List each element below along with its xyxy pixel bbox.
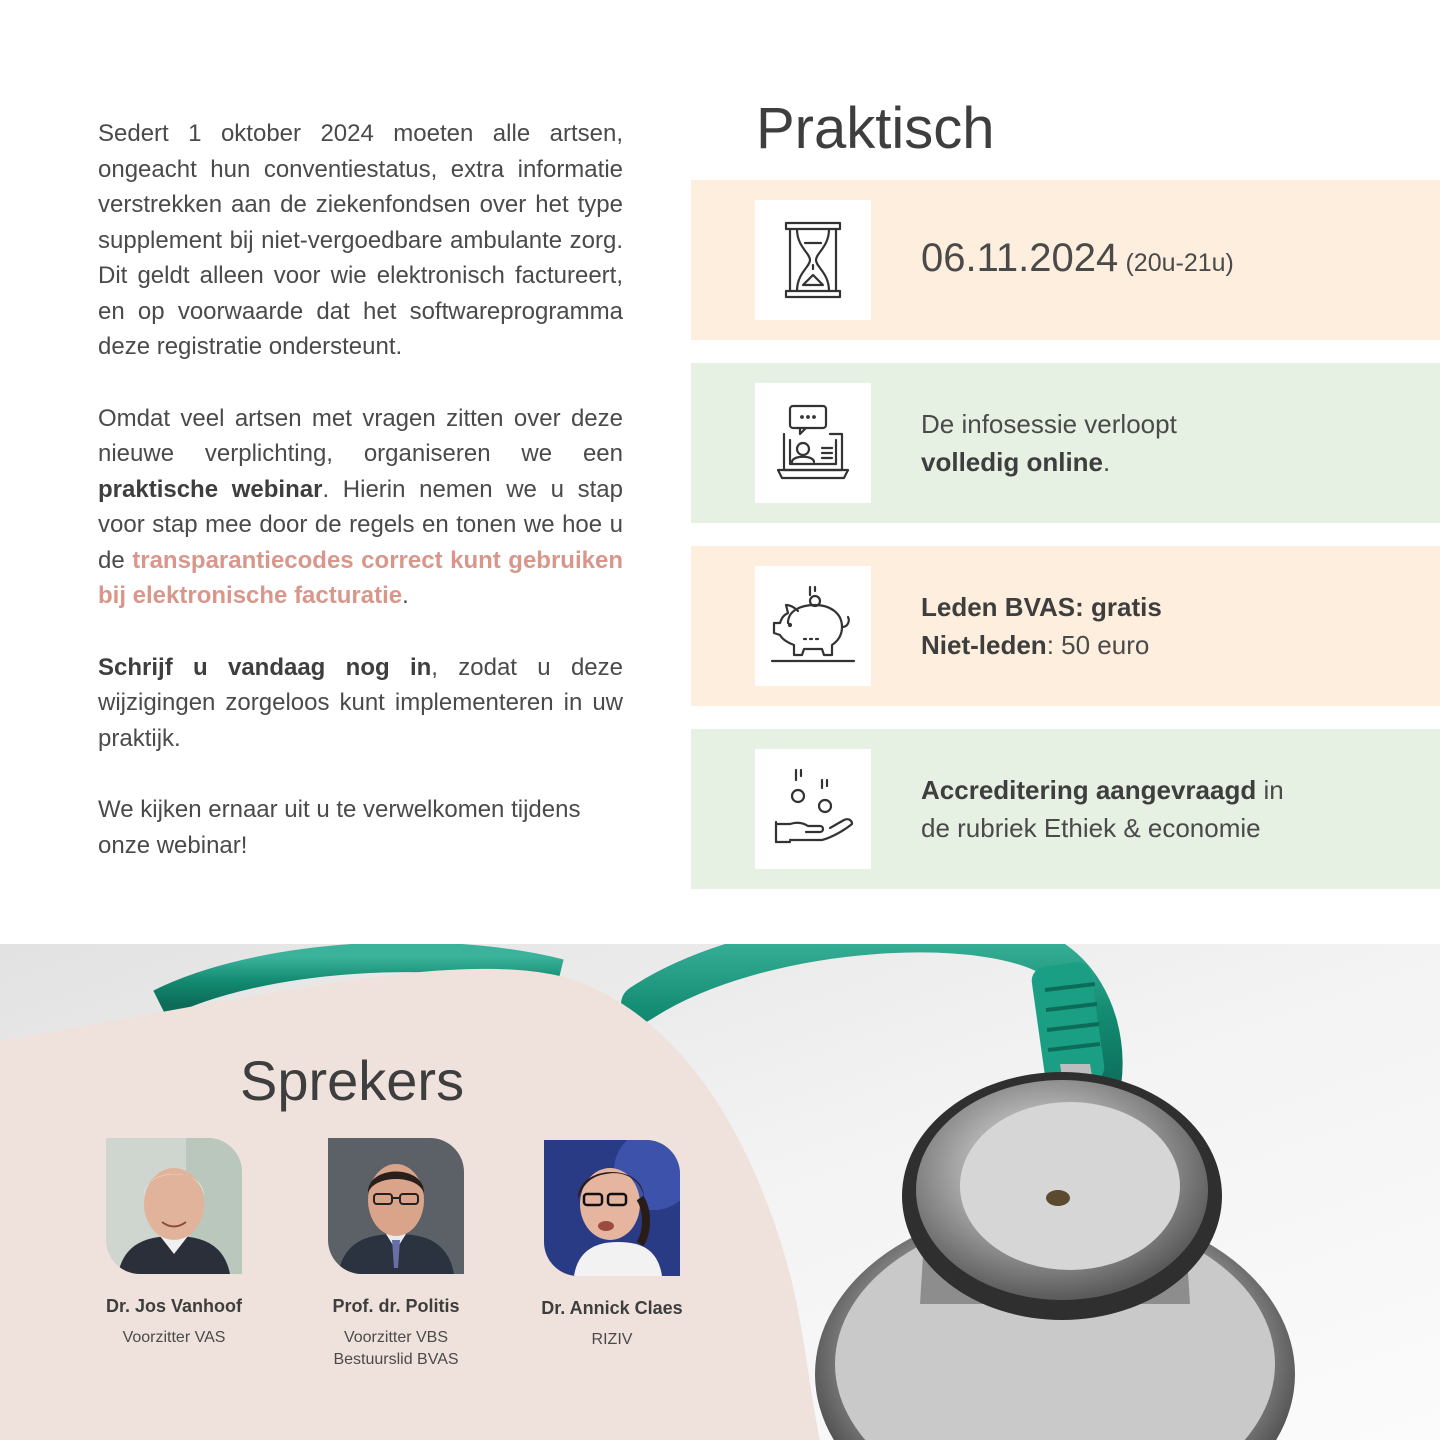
piggy-bank-icon (755, 566, 871, 686)
laptop-profile-icon (755, 383, 871, 503)
accreditation-line-2: de rubriek Ethiek & economie (921, 813, 1261, 843)
hand-coins-icon (755, 749, 871, 869)
speaker-card-3 (502, 1140, 722, 1351)
nonmembers-label: Niet-leden (921, 630, 1047, 660)
online-line-2 (921, 443, 1177, 481)
speaker-photo-1 (106, 1138, 242, 1274)
price-nonmembers (921, 626, 1162, 664)
online-text (921, 363, 1177, 523)
intro-paragraph-4: We kijken ernaar uit u te verwelkomen tijdens onze webinar! (98, 796, 581, 859)
online-line-1: De infosessie verloopt (921, 409, 1177, 439)
speaker-name-3: Dr. Annick Claes (541, 1298, 683, 1318)
speaker-card-2 (286, 1138, 506, 1371)
speaker-role-3: RIZIV (591, 1331, 633, 1348)
intro-p3-a: Schrijf u vandaag nog in (98, 653, 432, 681)
speaker-role-2b: Bestuurslid BVAS (333, 1351, 459, 1368)
intro-text (98, 116, 623, 899)
speaker-card-1 (64, 1138, 284, 1349)
speaker-role-2a: Voorzitter VBS (343, 1329, 449, 1346)
accreditation-in: in (1256, 775, 1284, 805)
info-row-online (691, 363, 1440, 523)
speaker-photo-2 (328, 1138, 464, 1274)
accreditation-text (921, 729, 1284, 889)
intro-paragraph-3 (98, 650, 623, 757)
intro-paragraph-1: Sedert 1 oktober 2024 moeten alle artsen, ongeacht hun conventiestatus, extra informatie verstrekken aan de ziekenfondsen over het type supplement bij niet-vergoedbare ambulante zorg. Dit geldt alleen voor wie elektronisch factureert, en op voorwaarde dat het softwareprogramma deze registratie ondersteunt. (98, 120, 623, 360)
info-row-price (691, 546, 1440, 706)
info-row-date (691, 180, 1440, 340)
speaker-avatar-1 (106, 1138, 242, 1274)
accreditation-bold: Accreditering aangevraagd (921, 775, 1257, 805)
members-price: Leden BVAS: gratis (921, 592, 1162, 622)
online-bold: volledig online (921, 447, 1104, 477)
intro-p3-b: , zodat u deze wijzigingen zorgeloos kunt implementeren in uw praktijk. (98, 653, 623, 752)
event-time: (20u-21u) (1125, 248, 1234, 277)
intro-paragraph-2 (98, 401, 623, 614)
date-text (921, 180, 1234, 340)
price-members (921, 588, 1162, 626)
intro-p2-a: Omdat veel artsen met vragen zitten over deze nieuwe verplichting, organiseren we een (98, 404, 623, 467)
intro-p2-e: . (402, 582, 409, 609)
intro-p2-b: praktische webinar (98, 475, 323, 503)
speaker-name-1: Dr. Jos Vanhoof (105, 1296, 243, 1316)
hourglass-icon (755, 200, 871, 320)
price-text (921, 546, 1162, 706)
speaker-name-2: Prof. dr. Politis (332, 1296, 460, 1316)
event-date: 06.11.2024 (921, 235, 1119, 280)
speaker-avatar-2 (328, 1138, 464, 1274)
nonmembers-price: : 50 euro (1046, 630, 1150, 660)
practical-title: Praktisch (756, 96, 995, 161)
intro-p2-highlight: transparantiecodes correct kunt gebruiken bij elektronische facturatie (98, 546, 623, 609)
speaker-avatar-3 (544, 1140, 680, 1276)
info-row-accreditation (691, 729, 1440, 889)
intro-p2-c: . Hierin nemen we u stap voor stap mee door de regels en tonen we hoe u de (98, 475, 623, 574)
accreditation-line-1 (921, 771, 1284, 809)
speakers-title: Sprekers (240, 1049, 465, 1112)
speaker-role-1: Voorzitter VAS (122, 1329, 226, 1346)
speaker-photo-3 (544, 1140, 680, 1276)
online-period: . (1103, 447, 1111, 477)
